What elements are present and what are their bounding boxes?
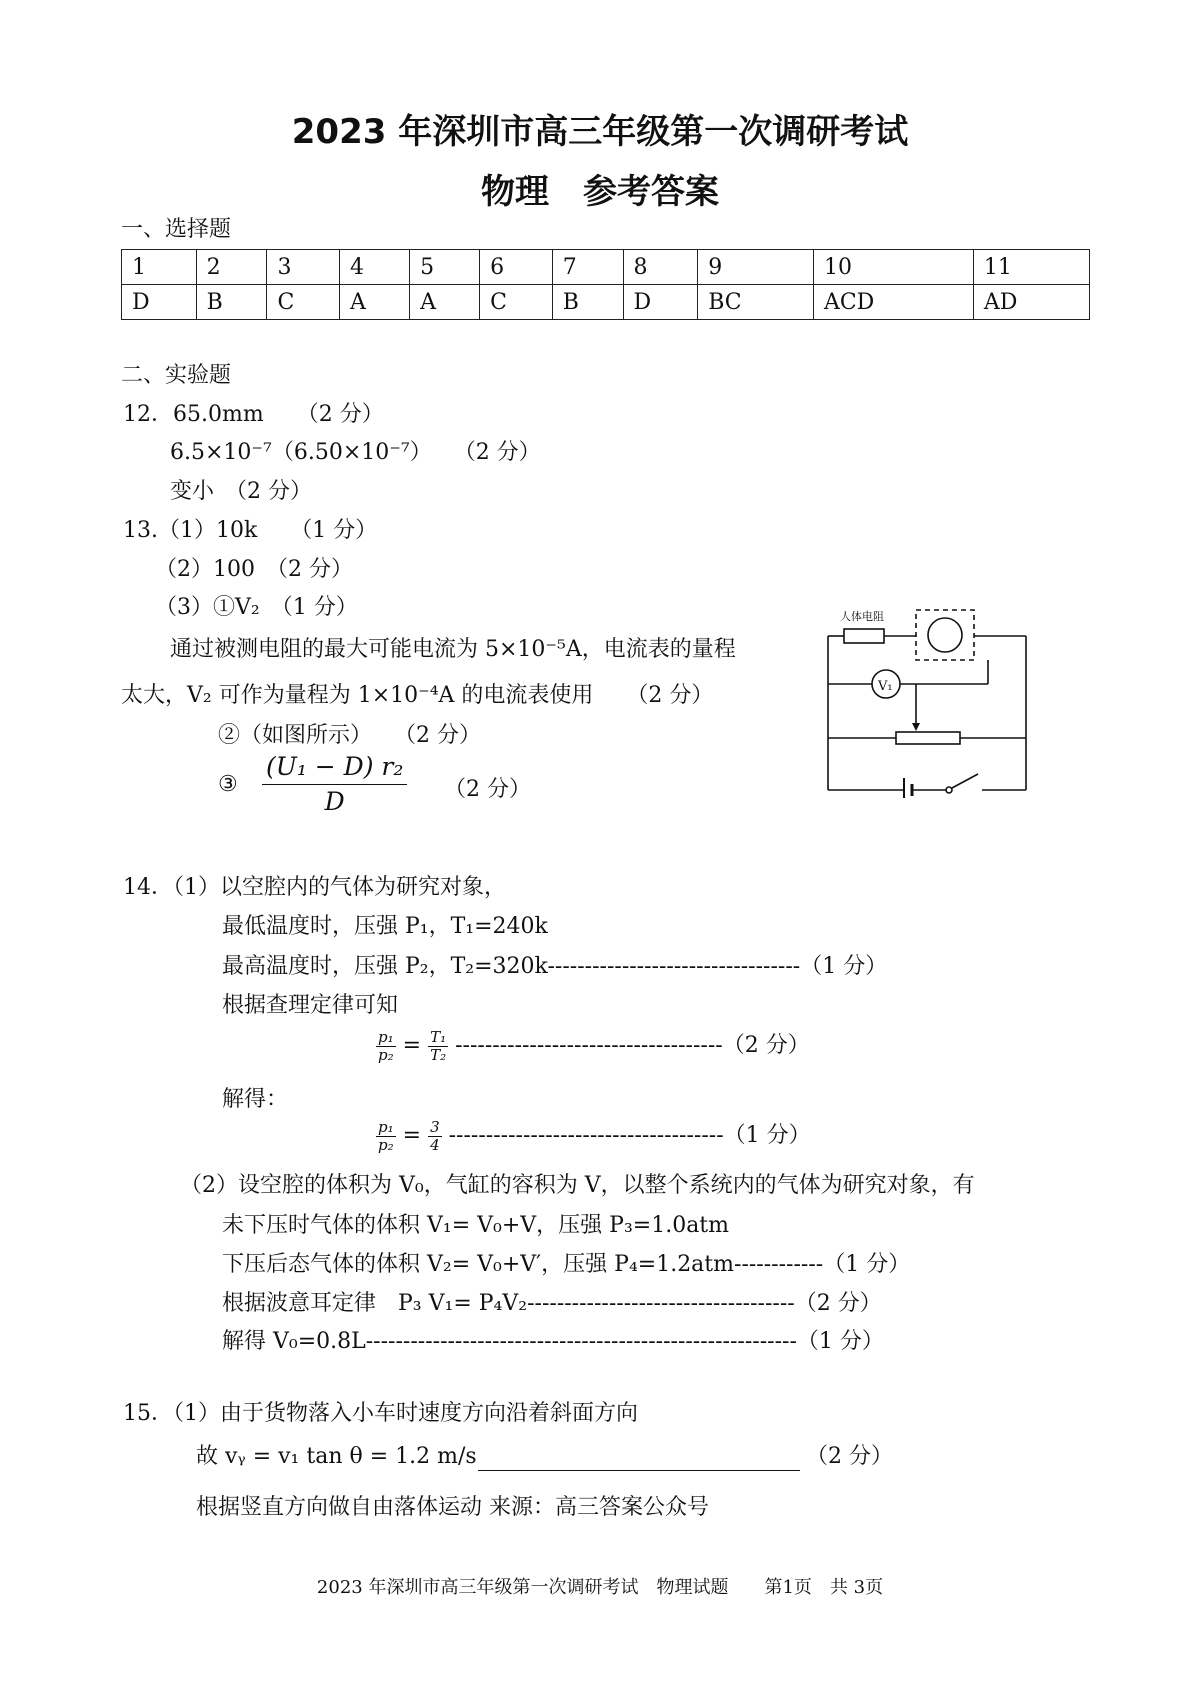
q15-line-2-score: （2 分） — [806, 1444, 893, 1469]
answer-table-number-cell: 6 — [480, 250, 553, 285]
answer-table-answer-cell: ACD — [813, 285, 973, 320]
q14-line-11: 根据波意耳定律 P₃ V₁= P₄V₂------------------------------------（2 分） — [222, 1291, 882, 1316]
answer-table-number-row — [122, 250, 1090, 285]
answer-table-number-cell: 11 — [973, 250, 1089, 285]
q12-line-1: 12．65.0mm （2 分） — [123, 402, 384, 427]
q14-line-1: 14．（1）以空腔内的气体为研究对象， — [123, 875, 506, 900]
answer-table-answer-cell: A — [340, 285, 410, 320]
q13-line-6: ②（如图所示） （2 分） — [218, 723, 481, 748]
answer-table-answer-cell: D — [122, 285, 197, 320]
q13-formula — [262, 750, 407, 819]
q15-line-2: 故 vᵧ = v₁ tan θ = 1.2 m/s — [196, 1444, 477, 1469]
answer-table-answer-cell: AD — [973, 285, 1089, 320]
answer-table — [121, 249, 1090, 320]
answer-table-answer-cell: BC — [698, 285, 814, 320]
page-footer: 2023 年深圳市高三年级第一次调研考试 物理试题 第1页 共 3页 — [316, 1577, 884, 1598]
body-resistor-symbol — [844, 629, 884, 643]
answer-table-number-cell: 5 — [410, 250, 480, 285]
q13-line-7-score: （2 分） — [444, 777, 531, 802]
switch-symbol — [952, 774, 978, 788]
circuit-diagram — [818, 598, 1038, 798]
q14-line-10: 下压后态气体的体积 V₂= V₀+V′，压强 P₄=1.2atm------------（1 分） — [222, 1252, 911, 1277]
answer-table-number-cell: 10 — [813, 250, 973, 285]
fraction-numerator: p₁ — [378, 1027, 394, 1046]
q14-line-8: （2）设空腔的体积为 V₀，气缸的容积为 V，以整个系统内的气体为研究对象，有 — [180, 1173, 975, 1198]
q12-line-3: 变小 （2 分） — [170, 479, 312, 504]
answer-table-answer-cell: C — [480, 285, 553, 320]
q14-line-9: 未下压时气体的体积 V₁= V₀+V，压强 P₃=1.0atm — [222, 1213, 730, 1238]
section-heading-experiment: 二、实验题 — [121, 363, 232, 388]
answer-table-number-cell: 4 — [340, 250, 410, 285]
q13-line-1: 13.（1）10k （1 分） — [123, 518, 378, 543]
page-subtitle: 物理 参考答案 — [481, 172, 719, 212]
meter-symbol — [928, 618, 962, 652]
q14-equation-1: $\frac{\text{p₁}}{\text{p₂}}$ = $\frac{\text{T₁}}{\text{T₂}}$ ------------------------------------（2 分） — [378, 1027, 810, 1064]
q14-line-3: 最高温度时，压强 P₂，T₂=320k----------------------------------（1 分） — [222, 954, 888, 979]
q13-line-2: （2）100 （2 分） — [155, 557, 353, 582]
answer-table-answer-cell: B — [552, 285, 623, 320]
answer-table-number-cell: 1 — [122, 250, 197, 285]
answer-table-answer-row — [122, 285, 1090, 320]
answer-table-number-cell: 9 — [698, 250, 814, 285]
fraction-numerator: T₁ — [430, 1027, 447, 1046]
q13-item-3-label: ③ — [218, 772, 238, 797]
fraction-denominator: p₂ — [378, 1135, 394, 1154]
answer-table-number-cell: 3 — [267, 250, 340, 285]
body-resistance-label: 人体电阻 — [840, 610, 884, 623]
q13-line-5: 太大，V₂ 可作为量程为 1×10⁻⁴A 的电流表使用 （2 分） — [121, 683, 714, 708]
answer-table-answer-cell: B — [196, 285, 267, 320]
q12-line-2: 6.5×10⁻⁷（6.50×10⁻⁷） （2 分） — [170, 440, 541, 465]
q13-formula-denominator: D — [324, 787, 345, 816]
q15-line-3: 根据竖直方向做自由落体运动 来源：高三答案公众号 — [196, 1495, 709, 1520]
q14-line-12: 解得 V₀=0.8L----------------------------------------------------------（1 分） — [222, 1329, 884, 1354]
q14-line-2: 最低温度时，压强 P₁，T₁=240k — [222, 914, 548, 939]
q14-equation-2-score: -------------------------------------（1 分） — [448, 1123, 811, 1148]
fraction-denominator: T₂ — [430, 1045, 447, 1064]
section-heading-choice: 一、选择题 — [121, 217, 232, 242]
rheostat-symbol — [896, 732, 960, 744]
answer-table-answer-cell: C — [267, 285, 340, 320]
q15-answer-underline — [478, 1470, 800, 1471]
q14-equation-2: $\frac{\text{p₁}}{\text{p₂}}$ = $\frac{3}{4}$ -------------------------------------（1 分） — [378, 1117, 811, 1154]
answer-table-number-cell: 7 — [552, 250, 623, 285]
fraction-numerator: p₁ — [378, 1117, 394, 1136]
q14-line-6: 解得： — [222, 1087, 289, 1112]
q13-line-4: 通过被测电阻的最大可能电流为 5×10⁻⁵A，电流表的量程 — [170, 637, 736, 662]
fraction-denominator: 4 — [430, 1135, 440, 1154]
q14-line-4: 根据查理定律可知 — [222, 993, 399, 1018]
fraction-denominator: p₂ — [378, 1045, 394, 1064]
answer-table-number-cell: 2 — [196, 250, 267, 285]
answer-table-answer-cell: A — [410, 285, 480, 320]
answer-table-number-cell: 8 — [623, 250, 698, 285]
page-title: 2023 年深圳市高三年级第一次调研考试 — [291, 112, 909, 152]
answer-table-answer-cell: D — [623, 285, 698, 320]
q13-line-3: （3）①V₂ （1 分） — [155, 595, 358, 620]
fraction-numerator: 3 — [430, 1117, 440, 1136]
q13-formula-numerator: (U₁ − D) r₂ — [262, 750, 407, 785]
q15-line-1: 15．（1）由于货物落入小车时速度方向沿着斜面方向 — [123, 1401, 638, 1426]
q14-equation-1-score: ------------------------------------（2 分） — [455, 1033, 810, 1058]
voltmeter-label: V₁ — [878, 679, 893, 694]
